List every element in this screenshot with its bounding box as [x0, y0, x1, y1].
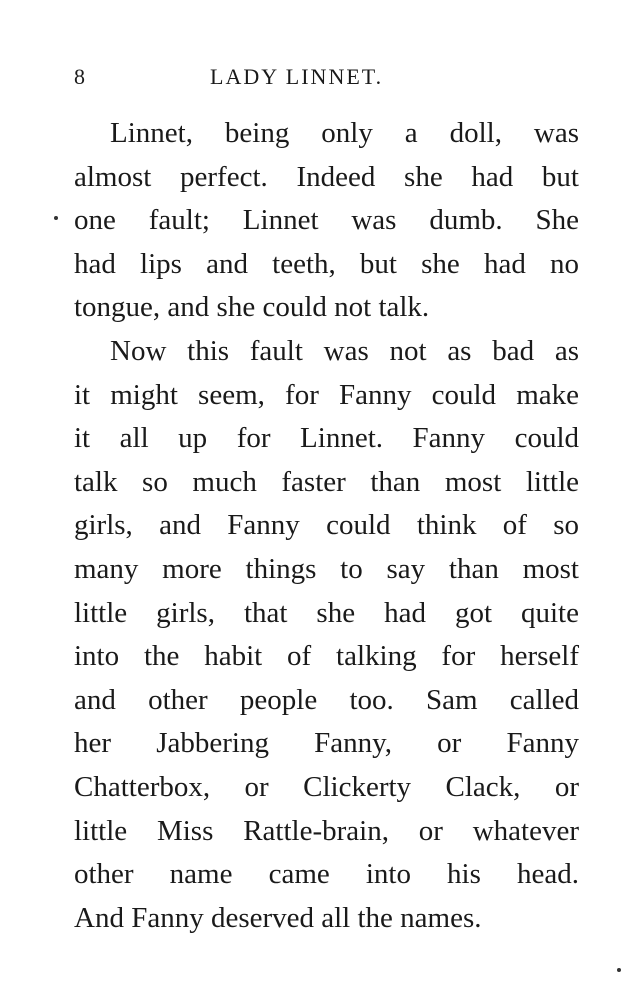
text-line: into the habit of talking for herself [74, 640, 579, 673]
text-line: it all up for Linnet. Fanny could [74, 422, 579, 455]
text-line: and other people too. Sam called [74, 683, 579, 716]
text-line: tongue, and she could not talk. [74, 291, 430, 324]
page-number: 8 [74, 64, 87, 89]
print-speck [617, 968, 621, 972]
text-line: Linnet, being only a doll, was [110, 117, 579, 149]
text-line: little Miss Rattle-brain, or whatever [74, 814, 579, 847]
text-line: other name came into his head. [74, 858, 579, 891]
text-line: Now this fault was not as bad as [110, 334, 579, 367]
text-line: many more things to say than most [74, 552, 579, 585]
running-title: LADY LINNET. [210, 64, 384, 89]
text-line: one fault; Linnet was dumb. She [74, 204, 579, 237]
text-line: And Fanny deserved all the names. [74, 901, 482, 934]
print-speck [54, 216, 58, 220]
text-line: her Jabbering Fanny, or Fanny [74, 727, 579, 760]
text-line: almost perfect. Indeed she had but [74, 160, 579, 193]
text-line: girls, and Fanny could think of so [74, 509, 579, 542]
text-line: talk so much faster than most little [74, 465, 579, 498]
running-head [74, 60, 574, 94]
text-line: it might seem, for Fanny could make [74, 378, 579, 411]
body-text [74, 112, 579, 940]
text-line: had lips and teeth, but she had no [74, 247, 579, 280]
text-line: little girls, that she had got quite [74, 596, 579, 629]
text-line: Chatterbox, or Clickerty Clack, or [74, 770, 579, 803]
